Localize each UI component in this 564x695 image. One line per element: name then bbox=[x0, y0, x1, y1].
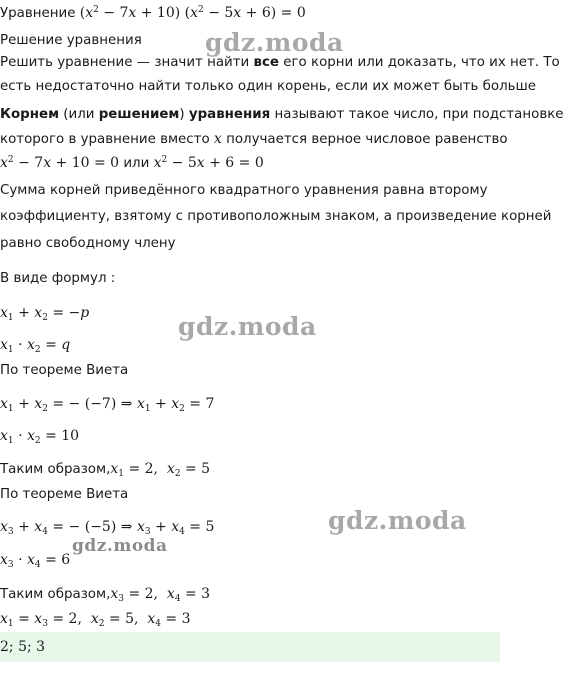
vieta-text-line-1: Сумма корней приведённого квадратного уравнения равна второму bbox=[0, 183, 488, 198]
split-equations bbox=[0, 152, 264, 175]
paragraph-root-line-1 bbox=[0, 104, 564, 126]
vieta-sum-2: $x_3 + x_4$ = − (−5) ⇒ $x_3 + x_4 = 5$ bbox=[0, 519, 215, 537]
para1-text-a: Решить уравнение — значит найти bbox=[0, 55, 254, 70]
answer-box bbox=[0, 632, 500, 662]
vieta-label-2: По теореме Виета bbox=[0, 487, 129, 502]
watermark-logo: gdz.moda bbox=[72, 536, 168, 556]
roots-1: $x_1 = 2$, $x_2 = 5$ bbox=[110, 461, 211, 479]
vieta-label-1: По теореме Виета bbox=[0, 363, 129, 378]
heading-prefix: Уравнение bbox=[0, 6, 76, 21]
thus-label-1: Таким образом, bbox=[0, 462, 111, 477]
para1-text-b: его корни или доказать, что их нет. То bbox=[279, 55, 560, 70]
formula-product: $x_1 \cdot x_2 = q$ bbox=[0, 337, 71, 355]
vieta-text-line-2: коэффициенту, взятому с противоположным знаком, а произведение корней bbox=[0, 209, 552, 224]
roots-2: $x_3 = 2$, $x_4 = 3$ bbox=[110, 586, 211, 604]
formula-sum: $x_1 + x_2 = -p$ bbox=[0, 305, 90, 323]
thus-line-2 bbox=[0, 583, 210, 606]
formulas-label: В виде формул : bbox=[0, 271, 116, 286]
para2-text-b: ) bbox=[179, 107, 189, 122]
para1-bold: все bbox=[253, 55, 280, 70]
para2-line2-a: которого в уравнение вместо bbox=[0, 132, 214, 147]
thus-label-2: Таким образом, bbox=[0, 587, 111, 602]
vieta-product-2: $x_3 \cdot x_4 = 6$ bbox=[0, 552, 71, 570]
equation-formula: $(x^2 - 7x + 10) (x^2 - 5x + 6) = 0$ bbox=[79, 5, 306, 21]
equation-heading bbox=[0, 2, 306, 25]
paragraph-definition-line-2: есть недостаточно найти только один корень, если их может быть больше bbox=[0, 79, 537, 94]
vieta-sum-1: $x_1 + x_2$ = − (−7) ⇒ $x_1 + x_2 = 7$ bbox=[0, 396, 215, 414]
vieta-product-1: $x_1 \cdot x_2 = 10$ bbox=[0, 428, 80, 446]
answer-text: 2; 5; 3 bbox=[0, 639, 46, 655]
or-word: или bbox=[119, 156, 154, 171]
watermark-logo: gdz.moda bbox=[178, 312, 317, 341]
bold-solution: решением bbox=[98, 107, 180, 122]
watermark-logo: gdz.moda bbox=[205, 28, 344, 57]
paragraph-root-line-2 bbox=[0, 128, 508, 151]
bold-equation: уравнения bbox=[188, 107, 271, 122]
para2-line2-b: получается верное числовое равенство bbox=[221, 132, 508, 147]
section-title: Решение уравнения bbox=[0, 33, 142, 48]
variable-x: x bbox=[213, 131, 222, 147]
vieta-text-line-3: равно свободному члену bbox=[0, 236, 176, 251]
equation-part-1: $x^2 - 7x + 10 = 0$ bbox=[0, 155, 120, 171]
watermark-logo: gdz.moda bbox=[328, 506, 467, 535]
para2-text-c: называют такое число, при подстановке bbox=[270, 107, 564, 122]
equation-part-2: $x^2 - 5x + 6 = 0$ bbox=[153, 155, 264, 171]
roots-all: $x_1 = x_3 = 2$, $x_2 = 5$, $x_4 = 3$ bbox=[0, 611, 191, 629]
bold-root: Корнем bbox=[0, 107, 60, 122]
thus-line-1 bbox=[0, 458, 210, 481]
para2-text-a: (или bbox=[59, 107, 99, 122]
